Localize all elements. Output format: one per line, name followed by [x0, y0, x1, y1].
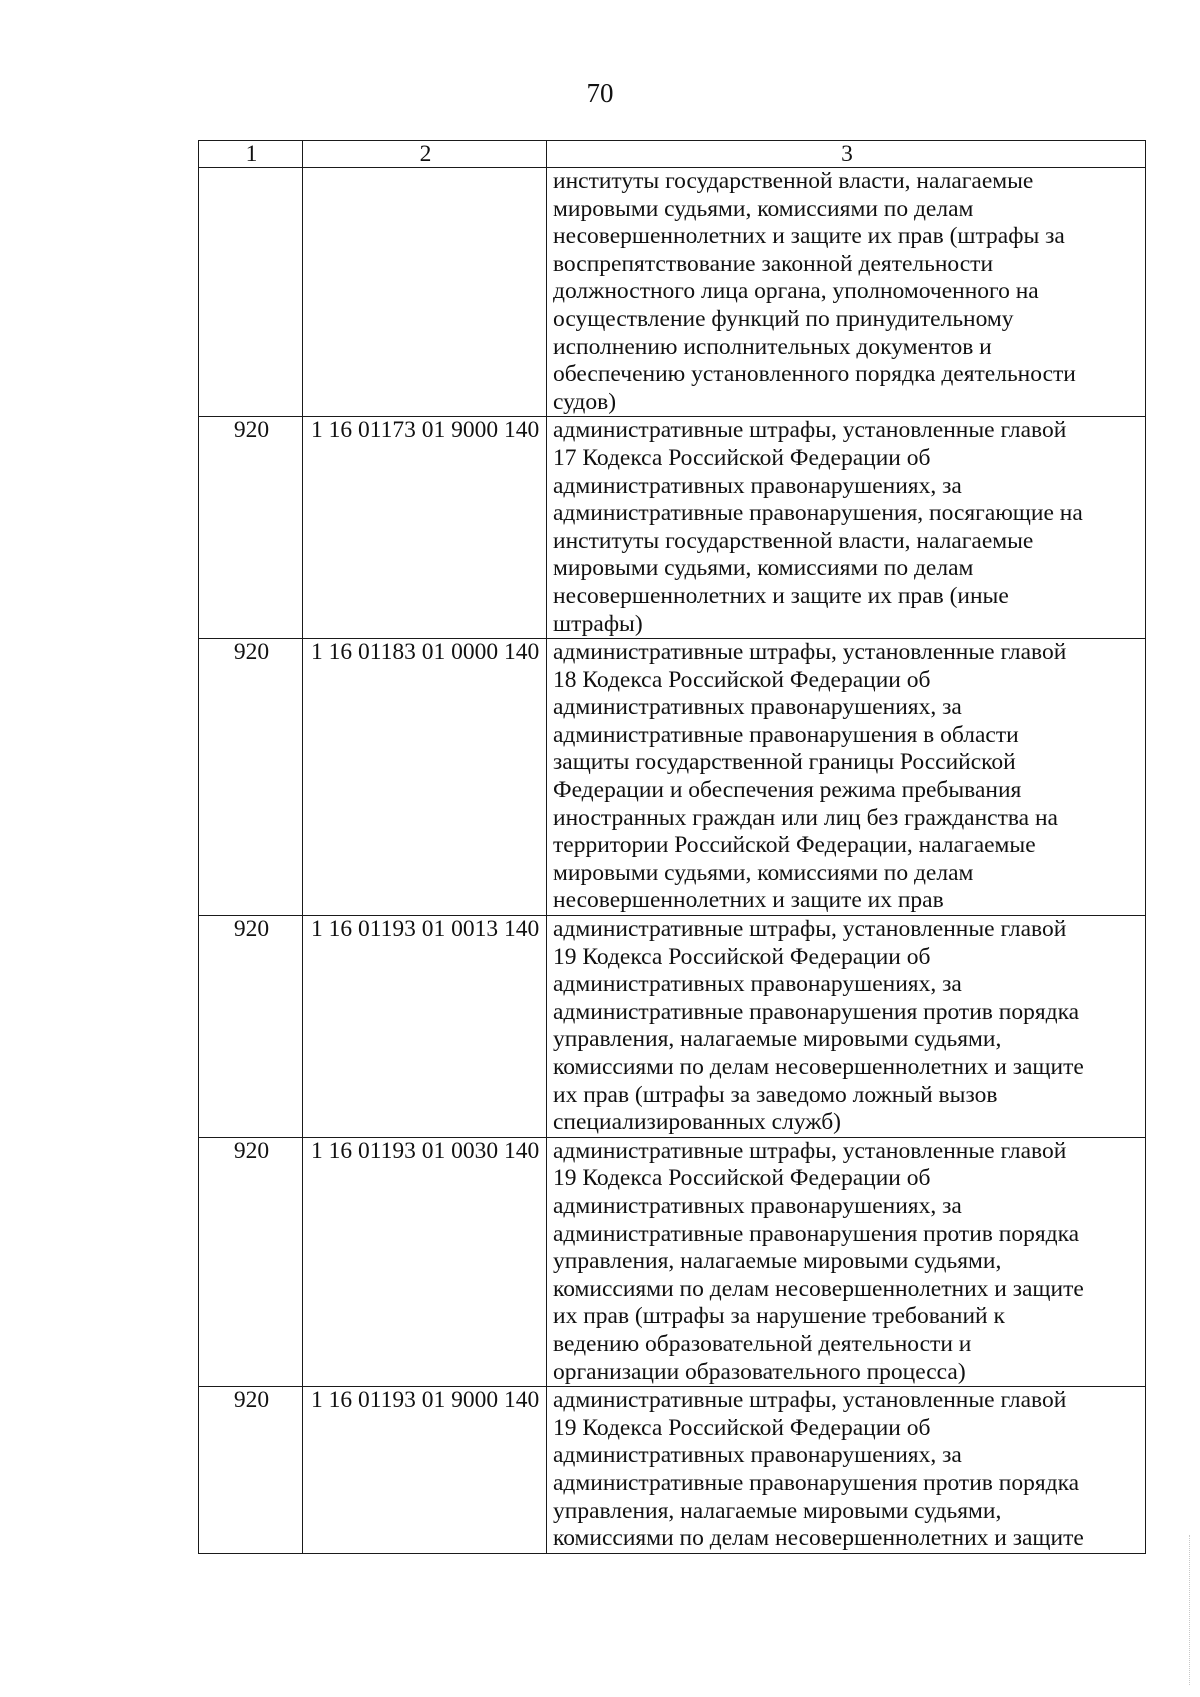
- revenue-name-cell: [547, 1387, 1146, 1554]
- revenue-name-line: специализированных служб): [553, 1109, 841, 1136]
- revenue-name-line: исполнению исполнительных документов и: [553, 333, 992, 360]
- revenue-name-line: 19 Кодекса Российской Федерации об: [553, 943, 931, 970]
- scan-edge-marks: [1185, 1535, 1190, 1685]
- budget-classification-table: [198, 140, 1146, 1554]
- admin-code-cell: [199, 168, 303, 417]
- header-col-2: 2: [303, 141, 547, 168]
- revenue-name-line: административных правонарушениях, за: [553, 1192, 962, 1219]
- budget-code-cell: 1 16 01173 01 9000 140: [303, 417, 547, 639]
- revenue-name-line: 18 Кодекса Российской Федерации об: [553, 666, 931, 693]
- revenue-name-line: 19 Кодекса Российской Федерации об: [553, 1414, 931, 1441]
- revenue-name-line: управления, налагаемые мировыми судьями,: [553, 1026, 1002, 1053]
- revenue-name-line: их прав (штрафы за заведомо ложный вызов: [553, 1081, 998, 1108]
- revenue-name-line: судов): [553, 388, 617, 415]
- table-row: [199, 417, 1146, 639]
- revenue-name-cell: [547, 168, 1146, 417]
- revenue-name-line: их прав (штрафы за нарушение требований к: [553, 1303, 1005, 1330]
- revenue-name-line: административных правонарушениях, за: [553, 1442, 962, 1469]
- revenue-name-line: комиссиями по делам несовершеннолетних и защите: [553, 1525, 1084, 1552]
- table-header-row: [199, 141, 1146, 168]
- revenue-name-line: осуществление функций по принудительному: [553, 305, 1014, 332]
- revenue-name-line: Федерации и обеспечения режима пребывания: [553, 777, 1022, 804]
- revenue-name-line: воспрепятствование законной деятельности: [553, 250, 994, 277]
- revenue-name-line: административные правонарушения против порядка: [553, 998, 1080, 1025]
- budget-code-cell: 1 16 01193 01 0013 140: [303, 916, 547, 1138]
- revenue-name-line: административные правонарушения против порядка: [553, 1469, 1080, 1496]
- revenue-name-line: мировыми судьями, комиссиями по делам: [553, 555, 974, 582]
- revenue-name-line: комиссиями по делам несовершеннолетних и защите: [553, 1054, 1084, 1080]
- revenue-name-line: административных правонарушениях, за: [553, 472, 962, 499]
- revenue-name-line: управления, налагаемые мировыми судьями,: [553, 1248, 1002, 1275]
- revenue-name-line: территории Российской Федерации, налагаемые: [553, 832, 1036, 859]
- budget-code-cell: 1 16 01193 01 0030 140: [303, 1137, 547, 1386]
- revenue-name-line: несовершеннолетних и защите их прав (штрафы за: [553, 223, 1065, 250]
- revenue-name-line: должностного лица органа, уполномоченного на: [553, 278, 1039, 305]
- revenue-name-line: организации образовательного процесса): [553, 1358, 966, 1385]
- revenue-name-line: институты государственной власти, налагаемые: [553, 527, 1034, 554]
- table-row: [199, 168, 1146, 417]
- revenue-name-line: административные штрафы, установленные главой: [553, 639, 1067, 666]
- revenue-name-line: административных правонарушениях, за: [553, 694, 962, 721]
- budget-code-cell: [303, 168, 547, 417]
- table-row: [199, 916, 1146, 1138]
- revenue-name-line: административные правонарушения против порядка: [553, 1220, 1080, 1247]
- revenue-name-line: мировыми судьями, комиссиями по делам: [553, 859, 974, 886]
- revenue-name-cell: [547, 916, 1146, 1138]
- revenue-name-line: институты государственной власти, налагаемые: [553, 168, 1034, 194]
- admin-code-cell: 920: [199, 916, 303, 1138]
- page-number: 70: [586, 78, 614, 108]
- revenue-name-line: ведению образовательной деятельности и: [553, 1330, 972, 1357]
- revenue-name-line: обеспечению установленного порядка деятельности: [553, 361, 1076, 388]
- revenue-name-line: административные штрафы, установленные главой: [553, 916, 1067, 943]
- revenue-name-cell: [547, 1137, 1146, 1386]
- revenue-name-line: административные правонарушения в области: [553, 721, 1019, 748]
- budget-code-cell: 1 16 01193 01 9000 140: [303, 1387, 547, 1554]
- revenue-name-line: административные правонарушения, посягающие на: [553, 500, 1083, 527]
- revenue-name-line: административные штрафы, установленные главой: [553, 1387, 1067, 1414]
- admin-code-cell: 920: [199, 417, 303, 639]
- revenue-name-line: штрафы): [553, 610, 643, 637]
- revenue-name-line: иностранных граждан или лиц без гражданства на: [553, 804, 1058, 831]
- table-row: [199, 1137, 1146, 1386]
- admin-code-cell: 920: [199, 1387, 303, 1554]
- revenue-name-line: мировыми судьями, комиссиями по делам: [553, 195, 974, 222]
- revenue-name-cell: [547, 417, 1146, 639]
- revenue-name-line: несовершеннолетних и защите их прав (иные: [553, 582, 1009, 609]
- admin-code-cell: 920: [199, 1137, 303, 1386]
- header-col-3: 3: [547, 141, 1146, 168]
- revenue-name-line: административных правонарушениях, за: [553, 971, 962, 998]
- revenue-name-line: комиссиями по делам несовершеннолетних и защите: [553, 1275, 1084, 1302]
- table-row: [199, 639, 1146, 916]
- revenue-name-line: 19 Кодекса Российской Федерации об: [553, 1165, 931, 1192]
- revenue-name-cell: [547, 639, 1146, 916]
- revenue-name-line: 17 Кодекса Российской Федерации об: [553, 444, 931, 471]
- revenue-name-line: несовершеннолетних и защите их прав: [553, 887, 944, 914]
- header-col-1: 1: [199, 141, 303, 168]
- revenue-name-line: защиты государственной границы Российской: [553, 749, 1016, 776]
- revenue-name-line: административные штрафы, установленные главой: [553, 417, 1067, 444]
- budget-code-cell: 1 16 01183 01 0000 140: [303, 639, 547, 916]
- admin-code-cell: 920: [199, 639, 303, 916]
- revenue-name-line: административные штрафы, установленные главой: [553, 1137, 1067, 1164]
- table-row: [199, 1387, 1146, 1554]
- revenue-name-line: управления, налагаемые мировыми судьями,: [553, 1497, 1002, 1524]
